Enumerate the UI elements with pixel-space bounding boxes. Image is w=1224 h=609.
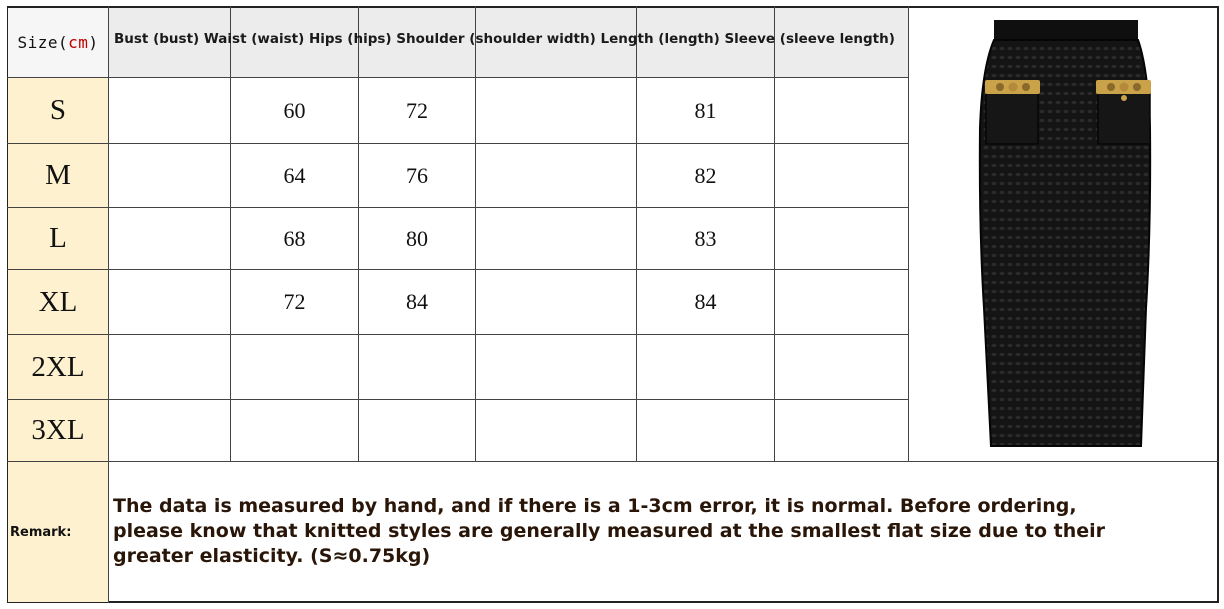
hips-cell: 84 [406, 289, 428, 314]
waist-cell: 64 [283, 162, 306, 188]
size-cell: M [45, 159, 71, 191]
waist-cell: 60 [283, 97, 306, 123]
skirt-illustration-icon [910, 8, 1216, 460]
length-cell: 82 [694, 162, 717, 188]
size-cell: L [49, 222, 67, 254]
grid-line [108, 6, 109, 603]
length-cell: 84 [694, 289, 717, 314]
hips-cell: 76 [406, 162, 428, 188]
size-cell: 2XL [31, 350, 85, 383]
length-cell [637, 400, 774, 461]
grid-line [774, 6, 775, 461]
length-cell [637, 335, 774, 399]
product-photo [910, 8, 1216, 460]
size-cell: 3XL [31, 414, 85, 446]
size-column-header [8, 8, 108, 77]
waist-cell [231, 400, 358, 461]
grid-line [475, 6, 476, 461]
size-header-unit: cm [68, 33, 89, 52]
remark-label: Remark: [10, 524, 72, 540]
hips-cell [359, 335, 475, 399]
size-header-label: Size( [17, 33, 69, 52]
hips-cell [359, 400, 475, 461]
waist-cell [231, 335, 358, 399]
length-cell: 83 [694, 225, 717, 251]
waist-cell: 72 [283, 289, 306, 314]
length-cell: 81 [694, 97, 717, 123]
size-header-close: ) [88, 33, 99, 52]
grid-line [7, 461, 1219, 462]
measurement-columns-header: Bust (bust) Waist (waist) Hips (hips) Shoulder (shoulder width) Length (length) Sleeve (sleeve length) [114, 31, 895, 47]
size-cell: S [49, 94, 67, 126]
hips-cell: 80 [406, 225, 428, 251]
remark-text: The data is measured by hand, and if there is a 1-3cm error, it is normal. Before ordering, please know that knitted styles are generally measured at the smallest flat size due to their greater elasticity. (S≈0.75kg) [113, 495, 1106, 567]
size-cell: XL [38, 285, 78, 318]
grid-line [908, 6, 909, 461]
waist-cell: 68 [283, 225, 306, 251]
hips-cell: 72 [406, 97, 428, 123]
